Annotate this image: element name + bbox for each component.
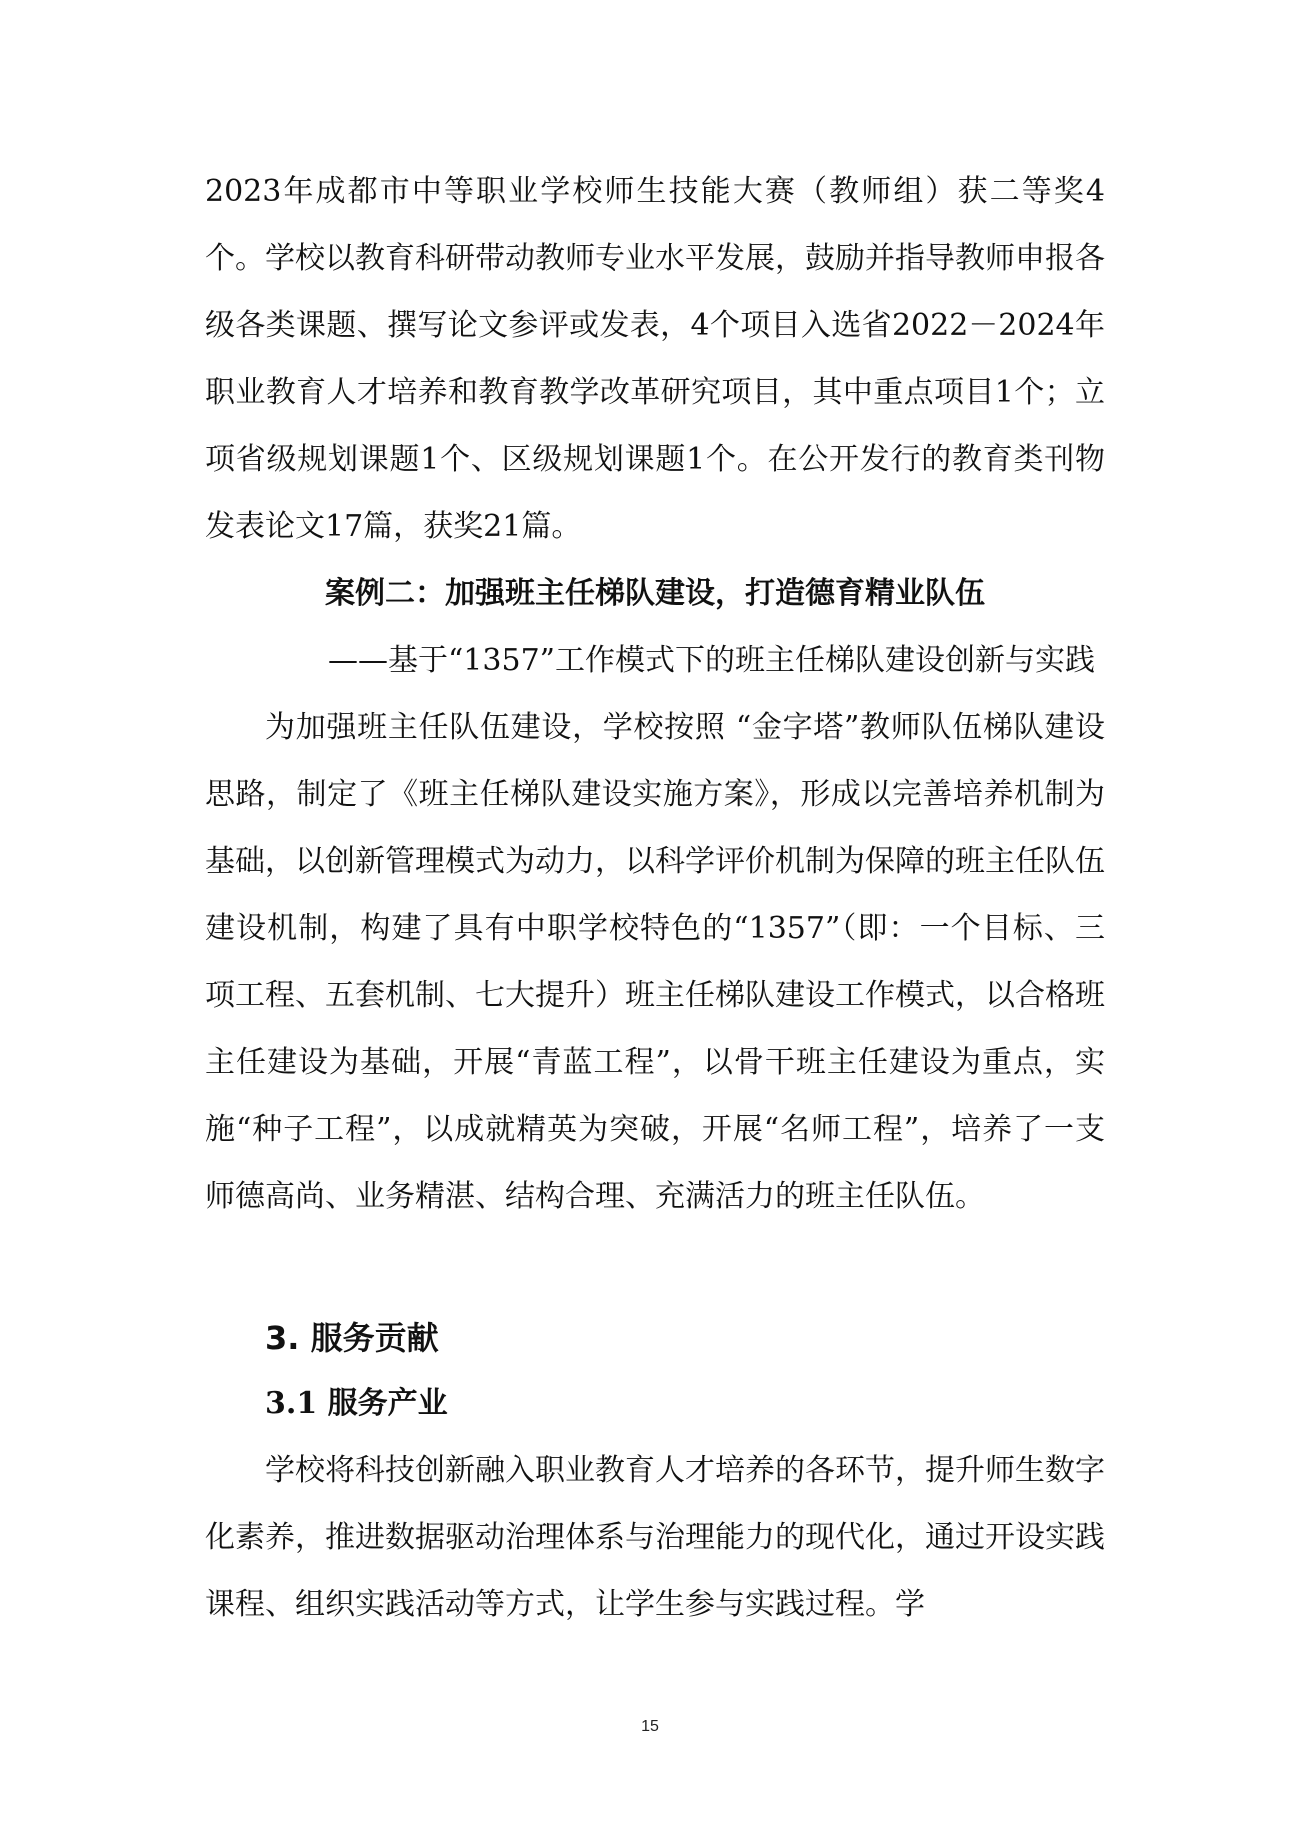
paragraph-research-achievements: 2023年成都市中等职业学校师生技能大赛（教师组）获二等奖4个。学校以教育科研带动教师专业水平发展，鼓励并指导教师申报各级各类课题、撰写论文参评或发表，4个项目入选省2022－2024年职业教育人才培养和教育教学改革研究项目，其中重点项目1个；立项省级规划课题1个、区级规划课题1个。在公开发行的教育类刊物发表论文17篇，获奖21篇。: [205, 174, 1105, 544]
paragraph-class-teacher-team: 为加强班主任队伍建设，学校按照 “金字塔”教师队伍梯队建设思路，制定了《班主任梯队建设实施方案》，形成以完善培养机制为基础，以创新管理模式为动力，以科学评价机制为保障的班主任队伍建设机制，构建了具有中职学校特色的“1357”（即：一个目标、三项工程、五套机制、七大提升）班主任梯队建设工作模式，以合格班主任建设为基础，开展“青蓝工程”，以骨干班主任建设为重点，实施“种子工程”，以成就精英为突破，开展“名师工程”，培养了一支师德高尚、业务精湛、结构合理、充满活力的班主任队伍。: [205, 710, 1105, 1214]
page-content: [205, 158, 1105, 1638]
page-number: 15: [641, 1718, 659, 1735]
paragraph-serving-industry: 学校将科技创新融入职业教育人才培养的各环节，提升师生数字化素养，推进数据驱动治理体系与治理能力的现代化，通过开设实践课程、组织实践活动等方式，让学生参与实践过程。学: [205, 1453, 1105, 1622]
section-heading: 3. 服务贡献: [265, 1319, 439, 1357]
case-subtitle: ——基于“1357”工作模式下的班主任梯队建设创新与实践: [327, 643, 1095, 678]
subsection-heading: 3.1 服务产业: [265, 1386, 448, 1421]
case-title: 案例二：加强班主任梯队建设，打造德育精业队伍: [325, 576, 985, 611]
